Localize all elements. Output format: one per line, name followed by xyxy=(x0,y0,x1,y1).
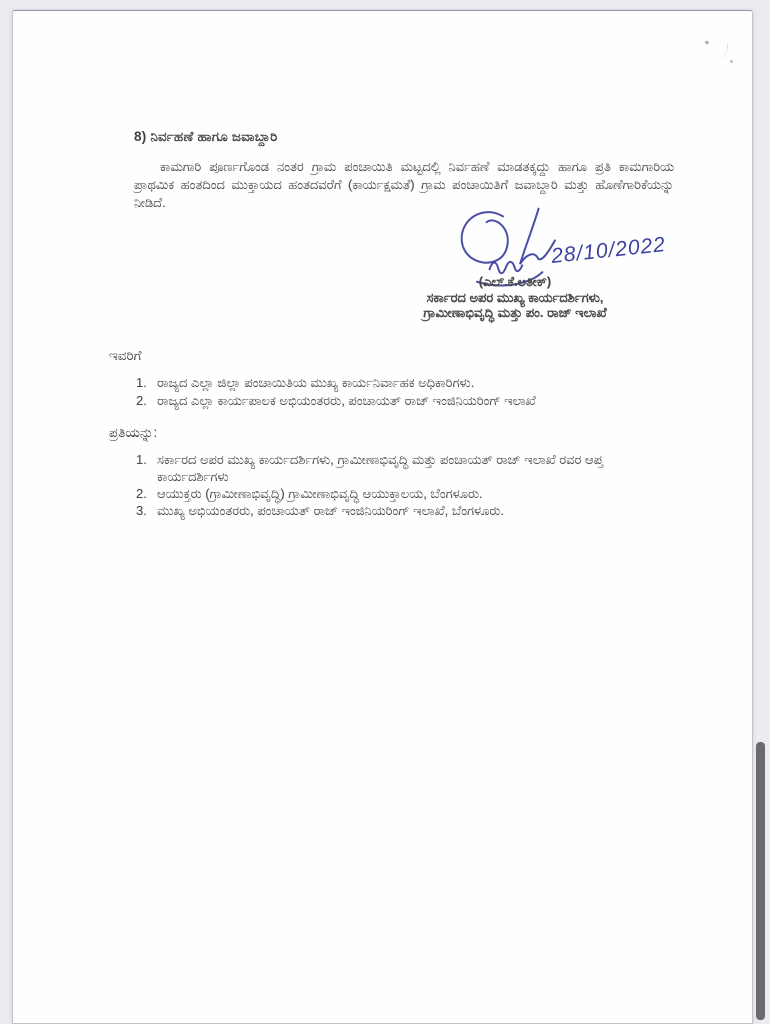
list-item-number: 2. xyxy=(136,393,147,408)
signer-name: (ಎಲ್.ಕೆ.ಅತೀಕ್) xyxy=(478,274,552,289)
body-paragraph: ಕಾಮಗಾರಿ ಪೂರ್ಣಗೊಂಡ ನಂತರ ಗ್ರಾಮ ಪಂಚಾಯಿತಿ ಮಟ್ಟದಲ್ಲಿ ನಿರ್ವಹಣೆ ಮಾಡತಕ್ಕದ್ದು ಹಾಗೂ ಪ್ರತಿ ಕಾಮಗಾರಿಯ ಪ್ರಾಥಮಿಕ ಹಂತದಿಂದ ಮುಕ್ತಾಯದ ಹಂತದವರೆಗೆ (ಕಾರ್ಯಕ್ಷಮತೆ) ಗ್ರಾಮ ಪಂಚಾಯಿತಿಗೆ ಜವಾಬ್ದಾರಿ ಮತ್ತು ಹೊಣೆಗಾರಿಕೆಯನ್ನು ನೀಡಿದೆ. xyxy=(134,159,674,210)
copies-list xyxy=(136,451,652,519)
list-item-number: 2. xyxy=(136,486,147,501)
scan-speck xyxy=(705,40,710,45)
addressees-list xyxy=(136,374,701,410)
list-item-text: ಮುಖ್ಯ ಅಭಿಯಂತರರು, ಪಂಚಾಯತ್ ರಾಜ್ ಇಂಜಿನಿಯರಿಂಗ್ ಇಲಾಖೆ, ಬೆಂಗಳೂರು. xyxy=(157,503,504,518)
copies-heading: ಪ್ರತಿಯನ್ನು: xyxy=(109,425,158,440)
list-item xyxy=(136,502,652,519)
list-item-text: ರಾಜ್ಯದ ಎಲ್ಲಾ ಜಿಲ್ಲಾ ಪಂಚಾಯಿತಿಯ ಮುಖ್ಯ ಕಾರ್ಯನಿರ್ವಾಹಕ ಅಧಿಕಾರಿಗಳು. xyxy=(157,375,475,390)
scan-speck xyxy=(730,60,733,63)
list-item-text: ರಾಜ್ಯದ ಎಲ್ಲಾ ಕಾರ್ಯಪಾಲಕ ಅಭಿಯಂತರರು, ಪಂಚಾಯತ್ ರಾಜ್ ಇಂಜಿನಿಯರಿಂಗ್ ಇಲಾಖೆ xyxy=(157,393,536,408)
section-heading: 8) ನಿರ್ವಹಣೆ ಹಾಗೂ ಜವಾಬ್ದಾರಿ xyxy=(134,129,278,144)
signer-block xyxy=(385,274,645,321)
list-item xyxy=(136,485,652,502)
list-item-text: ಸರ್ಕಾರದ ಅಪರ ಮುಖ್ಯ ಕಾರ್ಯದರ್ಶಿಗಳು, ಗ್ರಾಮೀಣಾಭಿವೃದ್ಧಿ ಮತ್ತು ಪಂಚಾಯತ್ ರಾಜ್ ಇಲಾಖೆ ರವರ ಆಪ್ತ ಕಾರ್ಯದರ್ಶಿಗಳು xyxy=(157,452,604,484)
scan-speck-trail xyxy=(710,44,728,60)
signature-date: 28/10/2022 xyxy=(550,233,667,268)
signer-title-line1: ಸರ್ಕಾರದ ಅಪರ ಮುಖ್ಯ ಕಾರ್ಯದರ್ಶಿಗಳು, xyxy=(426,289,604,305)
list-item xyxy=(136,392,701,410)
signer-title-line2: ಗ್ರಾಮೀಣಾಭಿವೃದ್ಧಿ ಮತ್ತು ಪಂ. ರಾಜ್ ಇಲಾಖೆ xyxy=(423,305,607,320)
list-item xyxy=(136,451,652,485)
list-item-number: 1. xyxy=(136,375,147,390)
list-item-text: ಆಯುಕ್ತರು (ಗ್ರಾಮೀಣಾಭಿವೃದ್ಧಿ) ಗ್ರಾಮೀಣಾಭಿವೃದ್ಧಿ ಆಯುಕ್ತಾಲಯ, ಬೆಂಗಳೂರು. xyxy=(157,486,483,501)
addressees-heading: ಇವರಿಗೆ xyxy=(109,348,142,363)
scrollbar-thumb[interactable] xyxy=(756,742,765,1020)
list-item-number: 1. xyxy=(136,452,147,467)
list-item-number: 3. xyxy=(136,503,147,518)
list-item xyxy=(136,374,701,392)
document-page xyxy=(12,10,753,1024)
